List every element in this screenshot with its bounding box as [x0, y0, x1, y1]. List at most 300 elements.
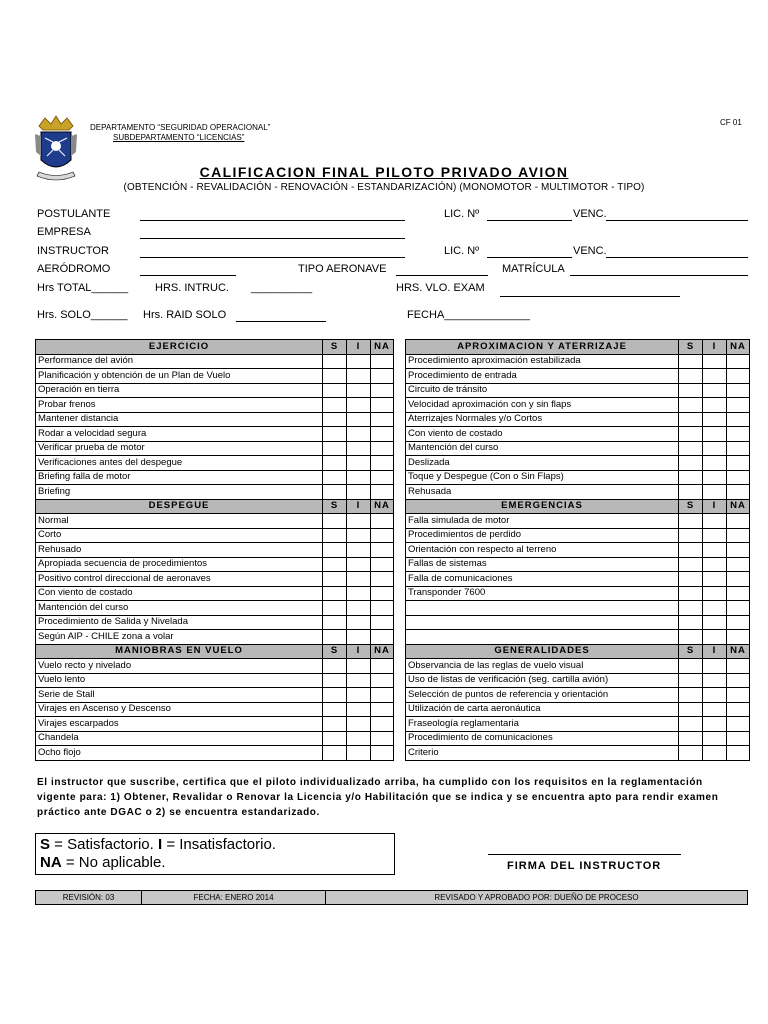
- table-row: [406, 383, 750, 398]
- table-row: [36, 731, 394, 746]
- table-row: [406, 369, 750, 384]
- grade-na-cell[interactable]: [727, 369, 750, 384]
- grade-s-cell[interactable]: [323, 688, 347, 703]
- lic-2-field[interactable]: [487, 257, 572, 258]
- table-row: [36, 514, 394, 529]
- grade-s-cell[interactable]: [323, 485, 347, 500]
- grade-na-cell[interactable]: [727, 572, 750, 587]
- grade-s-cell[interactable]: [323, 427, 347, 442]
- item-label: Utilización de carta aeronáutica: [406, 702, 679, 717]
- table-row: [36, 369, 394, 384]
- grade-i-cell[interactable]: [347, 746, 371, 761]
- grade-i-cell[interactable]: [347, 383, 371, 398]
- item-label: Con viento de costado: [36, 586, 323, 601]
- grade-s-cell[interactable]: [679, 702, 703, 717]
- grade-i-cell[interactable]: [703, 601, 727, 616]
- grade-i-cell[interactable]: [347, 673, 371, 688]
- grade-i-cell[interactable]: [347, 731, 371, 746]
- item-label: Transponder 7600: [406, 586, 679, 601]
- grade-na-cell[interactable]: [727, 383, 750, 398]
- aerodromo-field[interactable]: [140, 275, 236, 276]
- col-s-header: S: [679, 644, 703, 659]
- item-label: Rodar a velocidad segura: [36, 427, 323, 442]
- item-label: Con viento de costado: [406, 427, 679, 442]
- grade-na-cell[interactable]: [371, 441, 394, 456]
- col-s-header: S: [679, 499, 703, 514]
- col-i-header: I: [703, 644, 727, 659]
- table-row: [36, 456, 394, 471]
- legend-line-2: [40, 854, 390, 872]
- item-label: Fallas de sistemas: [406, 557, 679, 572]
- grade-na-cell[interactable]: [371, 383, 394, 398]
- grade-s-cell[interactable]: [679, 586, 703, 601]
- table-row: [36, 702, 394, 717]
- grade-na-cell[interactable]: [371, 528, 394, 543]
- label-lic-2: LIC. Nº: [444, 245, 480, 257]
- grade-i-cell[interactable]: [703, 731, 727, 746]
- grade-na-cell[interactable]: [371, 630, 394, 645]
- grade-na-cell[interactable]: [727, 615, 750, 630]
- item-label: [406, 601, 679, 616]
- grade-i-cell[interactable]: [347, 615, 371, 630]
- lic-1-field[interactable]: [487, 220, 572, 221]
- label-hrs-vlo-exam: HRS. VLO. EXAM: [396, 282, 485, 294]
- col-s-header: S: [679, 340, 703, 355]
- section-title: GENERALIDADES: [406, 644, 679, 659]
- label-venc-2: VENC.: [573, 245, 607, 257]
- grade-i-cell[interactable]: [347, 688, 371, 703]
- grade-na-cell[interactable]: [727, 630, 750, 645]
- grade-s-cell[interactable]: [323, 412, 347, 427]
- table-row: [36, 557, 394, 572]
- item-label: Briefing: [36, 485, 323, 500]
- grade-s-cell[interactable]: [679, 731, 703, 746]
- grade-i-cell[interactable]: [347, 630, 371, 645]
- item-label: Virajes escarpados: [36, 717, 323, 732]
- grade-na-cell[interactable]: [371, 746, 394, 761]
- grade-na-cell[interactable]: [727, 528, 750, 543]
- table-row: [406, 354, 750, 369]
- grade-s-cell[interactable]: [679, 441, 703, 456]
- grade-i-cell[interactable]: [347, 601, 371, 616]
- grade-na-cell[interactable]: [371, 731, 394, 746]
- section-header: [406, 499, 750, 514]
- hrs-raid-solo-field[interactable]: [236, 321, 326, 322]
- item-label: Procedimientos de perdido: [406, 528, 679, 543]
- grade-i-cell[interactable]: [703, 441, 727, 456]
- label-hrs-total: Hrs TOTAL______: [37, 282, 129, 294]
- grade-i-cell[interactable]: [703, 746, 727, 761]
- grade-i-cell[interactable]: [347, 514, 371, 529]
- label-fecha: FECHA______________: [407, 309, 530, 321]
- grade-i-cell[interactable]: [703, 398, 727, 413]
- table-row: [36, 470, 394, 485]
- grade-s-cell[interactable]: [679, 412, 703, 427]
- grade-na-cell[interactable]: [727, 717, 750, 732]
- grade-i-cell[interactable]: [347, 528, 371, 543]
- grade-s-cell[interactable]: [323, 731, 347, 746]
- table-row: [36, 601, 394, 616]
- grade-na-cell[interactable]: [727, 456, 750, 471]
- grade-i-cell[interactable]: [347, 702, 371, 717]
- grade-s-cell[interactable]: [323, 514, 347, 529]
- table-row: [36, 586, 394, 601]
- section-header: [406, 340, 750, 355]
- grade-na-cell[interactable]: [371, 398, 394, 413]
- grade-s-cell[interactable]: [679, 528, 703, 543]
- grade-s-cell[interactable]: [323, 383, 347, 398]
- legend-na-text: = No aplicable.: [61, 854, 166, 871]
- grade-s-cell[interactable]: [679, 383, 703, 398]
- grade-s-cell[interactable]: [679, 673, 703, 688]
- item-label: Vuelo recto y nivelado: [36, 659, 323, 674]
- grade-s-cell[interactable]: [679, 717, 703, 732]
- grade-s-cell[interactable]: [323, 659, 347, 674]
- grade-i-cell[interactable]: [703, 717, 727, 732]
- grade-i-cell[interactable]: [703, 615, 727, 630]
- item-label: Chandela: [36, 731, 323, 746]
- table-row: [406, 427, 750, 442]
- venc-2-field[interactable]: [606, 257, 748, 258]
- grade-i-cell[interactable]: [703, 383, 727, 398]
- table-row: [36, 615, 394, 630]
- grade-i-cell[interactable]: [703, 572, 727, 587]
- grade-i-cell[interactable]: [347, 441, 371, 456]
- grade-na-cell[interactable]: [727, 441, 750, 456]
- section-header: [36, 340, 394, 355]
- table-row: [36, 543, 394, 558]
- grade-na-cell[interactable]: [371, 470, 394, 485]
- grade-na-cell[interactable]: [371, 688, 394, 703]
- grade-i-cell[interactable]: [347, 572, 371, 587]
- grade-s-cell[interactable]: [679, 557, 703, 572]
- grade-i-cell[interactable]: [703, 412, 727, 427]
- grade-na-cell[interactable]: [727, 427, 750, 442]
- signature-line[interactable]: [488, 854, 681, 855]
- item-label: Operación en tierra: [36, 383, 323, 398]
- grade-na-cell[interactable]: [727, 702, 750, 717]
- grade-i-cell[interactable]: [703, 470, 727, 485]
- label-empresa: EMPRESA: [37, 226, 91, 238]
- grade-s-cell[interactable]: [323, 543, 347, 558]
- grade-na-cell[interactable]: [727, 586, 750, 601]
- empresa-field[interactable]: [140, 238, 405, 239]
- grade-i-cell[interactable]: [703, 427, 727, 442]
- grade-na-cell[interactable]: [371, 427, 394, 442]
- grade-s-cell[interactable]: [323, 441, 347, 456]
- grade-na-cell[interactable]: [371, 673, 394, 688]
- grade-i-cell[interactable]: [703, 456, 727, 471]
- item-label: Briefing falla de motor: [36, 470, 323, 485]
- hrs-intruc-blank: __________: [251, 282, 313, 294]
- grade-s-cell[interactable]: [679, 398, 703, 413]
- item-label: Toque y Despegue (Con o Sin Flaps): [406, 470, 679, 485]
- footer-revision: REVISIÓN: 03: [36, 891, 142, 904]
- grade-s-cell[interactable]: [323, 601, 347, 616]
- col-na-header: NA: [371, 644, 394, 659]
- section-header: [406, 644, 750, 659]
- instructor-field[interactable]: [140, 257, 405, 258]
- grade-i-cell[interactable]: [703, 688, 727, 703]
- grade-s-cell[interactable]: [679, 485, 703, 500]
- item-label: [406, 615, 679, 630]
- grade-na-cell[interactable]: [371, 369, 394, 384]
- grade-na-cell[interactable]: [371, 543, 394, 558]
- item-label: Velocidad aproximación con y sin flaps: [406, 398, 679, 413]
- table-row: [406, 543, 750, 558]
- grade-s-cell[interactable]: [679, 601, 703, 616]
- matricula-field[interactable]: [570, 275, 748, 276]
- grade-s-cell[interactable]: [323, 456, 347, 471]
- item-label: [406, 630, 679, 645]
- table-row: [406, 630, 750, 645]
- grade-i-cell[interactable]: [347, 427, 371, 442]
- grade-s-cell[interactable]: [323, 673, 347, 688]
- col-i-header: I: [347, 340, 371, 355]
- section-header: [36, 499, 394, 514]
- grade-s-cell[interactable]: [679, 615, 703, 630]
- grade-s-cell[interactable]: [679, 456, 703, 471]
- label-aerodromo: AERÓDROMO: [37, 263, 111, 275]
- grade-i-cell[interactable]: [703, 557, 727, 572]
- table-row: [406, 485, 750, 500]
- item-label: Normal: [36, 514, 323, 529]
- postulante-field[interactable]: [140, 220, 405, 221]
- item-label: Circuito de tránsito: [406, 383, 679, 398]
- grade-na-cell[interactable]: [371, 456, 394, 471]
- grade-s-cell[interactable]: [679, 354, 703, 369]
- footer-aprobado: REVISADO Y APROBADO POR: DUEÑO DE PROCESO: [434, 893, 639, 902]
- grade-na-cell[interactable]: [371, 659, 394, 674]
- grade-i-cell[interactable]: [347, 354, 371, 369]
- col-s-header: S: [323, 340, 347, 355]
- legend-i-text: = Insatisfactorio.: [162, 836, 276, 853]
- grade-i-cell[interactable]: [347, 543, 371, 558]
- section-title: MANIOBRAS EN VUELO: [36, 644, 323, 659]
- table-row: [36, 485, 394, 500]
- grade-i-cell[interactable]: [703, 659, 727, 674]
- item-label: Falla de comunicaciones: [406, 572, 679, 587]
- venc-1-field[interactable]: [606, 220, 748, 221]
- grade-s-cell[interactable]: [323, 717, 347, 732]
- label-tipo-aeronave: TIPO AERONAVE: [298, 263, 387, 275]
- table-row: [406, 688, 750, 703]
- grade-na-cell[interactable]: [727, 485, 750, 500]
- grade-s-cell[interactable]: [679, 746, 703, 761]
- grade-na-cell[interactable]: [371, 514, 394, 529]
- item-label: Criterio: [406, 746, 679, 761]
- grade-s-cell[interactable]: [679, 369, 703, 384]
- table-row: [406, 514, 750, 529]
- form-code: CF 01: [720, 118, 742, 127]
- table-row: [406, 470, 750, 485]
- legend-line-1: [40, 836, 390, 854]
- item-label: Vuelo lento: [36, 673, 323, 688]
- item-label: Serie de Stall: [36, 688, 323, 703]
- table-row: [36, 427, 394, 442]
- grade-s-cell[interactable]: [323, 528, 347, 543]
- item-label: Aterrizajes Normales y/o Cortos: [406, 412, 679, 427]
- grade-s-cell[interactable]: [323, 586, 347, 601]
- form-title: [0, 164, 768, 180]
- grade-na-cell[interactable]: [727, 354, 750, 369]
- grade-na-cell[interactable]: [727, 659, 750, 674]
- grade-na-cell[interactable]: [371, 485, 394, 500]
- table-row: [406, 456, 750, 471]
- col-na-header: NA: [727, 340, 750, 355]
- grade-s-cell[interactable]: [323, 572, 347, 587]
- item-label: Rehusada: [406, 485, 679, 500]
- grade-na-cell[interactable]: [371, 354, 394, 369]
- grade-s-cell[interactable]: [323, 630, 347, 645]
- grade-na-cell[interactable]: [727, 673, 750, 688]
- footer-fecha: FECHA: ENERO 2014: [142, 891, 326, 904]
- section-title: EMERGENCIAS: [406, 499, 679, 514]
- evaluation-table-right: [405, 339, 750, 761]
- table-row: [36, 528, 394, 543]
- grade-s-cell[interactable]: [679, 659, 703, 674]
- grade-i-cell[interactable]: [347, 412, 371, 427]
- grade-i-cell[interactable]: [347, 717, 371, 732]
- grade-i-cell[interactable]: [347, 470, 371, 485]
- grade-s-cell[interactable]: [679, 572, 703, 587]
- grade-s-cell[interactable]: [323, 369, 347, 384]
- item-label: Virajes en Ascenso y Descenso: [36, 702, 323, 717]
- grade-s-cell[interactable]: [679, 630, 703, 645]
- item-label: Probar frenos: [36, 398, 323, 413]
- grade-i-cell[interactable]: [347, 586, 371, 601]
- grade-na-cell[interactable]: [371, 572, 394, 587]
- grade-i-cell[interactable]: [703, 702, 727, 717]
- grade-i-cell[interactable]: [703, 673, 727, 688]
- grade-na-cell[interactable]: [727, 688, 750, 703]
- table-row: [406, 398, 750, 413]
- item-label: Corto: [36, 528, 323, 543]
- grade-na-cell[interactable]: [371, 601, 394, 616]
- grade-na-cell[interactable]: [727, 470, 750, 485]
- grade-na-cell[interactable]: [727, 731, 750, 746]
- grade-i-cell[interactable]: [347, 369, 371, 384]
- grade-s-cell[interactable]: [323, 615, 347, 630]
- table-row: [36, 572, 394, 587]
- grade-i-cell[interactable]: [703, 543, 727, 558]
- signature-label: FIRMA DEL INSTRUCTOR: [507, 860, 662, 872]
- col-i-header: I: [347, 644, 371, 659]
- legend-na-key: NA: [40, 854, 62, 871]
- grade-i-cell[interactable]: [703, 630, 727, 645]
- grade-i-cell[interactable]: [347, 557, 371, 572]
- section-title: APROXIMACION Y ATERRIZAJE: [406, 340, 679, 355]
- grade-na-cell[interactable]: [371, 615, 394, 630]
- grade-i-cell[interactable]: [703, 485, 727, 500]
- grade-na-cell[interactable]: [371, 557, 394, 572]
- label-postulante: POSTULANTE: [37, 208, 111, 220]
- grade-na-cell[interactable]: [727, 746, 750, 761]
- item-label: Procedimiento de comunicaciones: [406, 731, 679, 746]
- department-header: [90, 123, 270, 143]
- item-label: Ocho flojo: [36, 746, 323, 761]
- grade-na-cell[interactable]: [727, 543, 750, 558]
- grade-s-cell[interactable]: [323, 398, 347, 413]
- grade-na-cell[interactable]: [727, 514, 750, 529]
- item-label: Falla simulada de motor: [406, 514, 679, 529]
- label-hrs-raid-solo: Hrs. RAID SOLO: [143, 309, 227, 321]
- table-row: [406, 615, 750, 630]
- table-row: [36, 746, 394, 761]
- section-title: DESPEGUE: [36, 499, 323, 514]
- grade-na-cell[interactable]: [727, 601, 750, 616]
- grade-na-cell[interactable]: [727, 412, 750, 427]
- grade-s-cell[interactable]: [323, 470, 347, 485]
- grade-i-cell[interactable]: [703, 354, 727, 369]
- item-label: Observancia de las reglas de vuelo visual: [406, 659, 679, 674]
- table-row: [406, 557, 750, 572]
- item-label: Planificación y obtención de un Plan de Vuelo: [36, 369, 323, 384]
- grade-i-cell[interactable]: [347, 398, 371, 413]
- grade-s-cell[interactable]: [323, 354, 347, 369]
- grade-na-cell[interactable]: [371, 702, 394, 717]
- table-row: [406, 412, 750, 427]
- table-row: [406, 673, 750, 688]
- grade-s-cell[interactable]: [323, 746, 347, 761]
- item-label: Mantención del curso: [406, 441, 679, 456]
- grade-s-cell[interactable]: [323, 702, 347, 717]
- grade-i-cell[interactable]: [703, 528, 727, 543]
- grade-i-cell[interactable]: [703, 369, 727, 384]
- item-label: Verificaciones antes del despegue: [36, 456, 323, 471]
- item-label: Mantener distancia: [36, 412, 323, 427]
- grade-s-cell[interactable]: [679, 514, 703, 529]
- label-hrs-intruc: HRS. INTRUC.: [155, 282, 229, 294]
- table-row: [406, 441, 750, 456]
- grade-i-cell[interactable]: [347, 659, 371, 674]
- table-row: [36, 717, 394, 732]
- item-label: Deslizada: [406, 456, 679, 471]
- col-i-header: I: [703, 340, 727, 355]
- col-na-header: NA: [727, 644, 750, 659]
- item-label: Según AIP - CHILE zona a volar: [36, 630, 323, 645]
- label-hrs-solo: Hrs. SOLO______: [37, 309, 128, 321]
- grade-i-cell[interactable]: [703, 514, 727, 529]
- legend-s-key: S: [40, 836, 51, 853]
- document-footer: [35, 890, 748, 905]
- grade-i-cell[interactable]: [347, 456, 371, 471]
- hrs-vlo-exam-field[interactable]: [500, 296, 680, 297]
- grade-s-cell[interactable]: [679, 543, 703, 558]
- grade-na-cell[interactable]: [371, 412, 394, 427]
- grade-na-cell[interactable]: [727, 557, 750, 572]
- label-lic-1: LIC. Nº: [444, 208, 480, 220]
- grade-na-cell[interactable]: [371, 717, 394, 732]
- item-label: Procedimiento de Salida y Nivelada: [36, 615, 323, 630]
- table-row: [406, 586, 750, 601]
- grade-s-cell[interactable]: [679, 688, 703, 703]
- tipo-aeronave-field[interactable]: [396, 275, 488, 276]
- col-i-header: I: [347, 499, 371, 514]
- grade-s-cell[interactable]: [679, 470, 703, 485]
- section-header: [36, 644, 394, 659]
- table-row: [36, 673, 394, 688]
- grading-legend: [35, 833, 395, 875]
- col-i-header: I: [703, 499, 727, 514]
- grade-i-cell[interactable]: [347, 485, 371, 500]
- grade-na-cell[interactable]: [727, 398, 750, 413]
- grade-s-cell[interactable]: [323, 557, 347, 572]
- grade-s-cell[interactable]: [679, 427, 703, 442]
- grade-i-cell[interactable]: [703, 586, 727, 601]
- form-subtitle: (OBTENCIÓN - REVALIDACIÓN - RENOVACIÓN - ESTANDARIZACIÓN) (MONOMOTOR - MULTIMOTOR - TIPO): [123, 182, 645, 193]
- grade-na-cell[interactable]: [371, 586, 394, 601]
